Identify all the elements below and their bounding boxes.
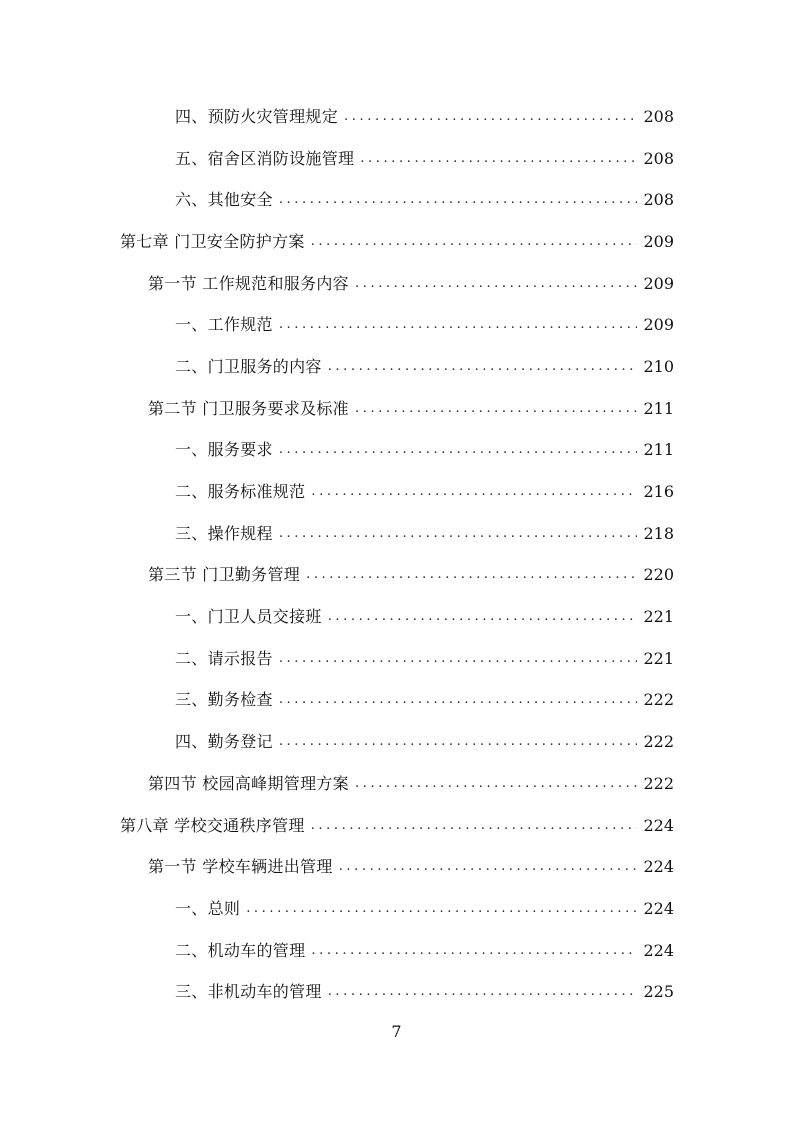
toc-entry-page: 224 [643, 940, 674, 960]
toc-entry-title: 第三节 门卫勤务管理 [148, 565, 301, 585]
toc-dot-leader [355, 774, 637, 794]
toc-entry-page: 222 [643, 732, 674, 752]
toc-entry[interactable] [0, 96, 793, 138]
toc-dot-leader [328, 607, 638, 627]
toc-entry-page: 220 [643, 565, 674, 585]
toc-entry-title: 第一节 学校车辆进出管理 [148, 857, 333, 877]
toc-entry-page: 209 [643, 231, 674, 251]
toc-section-entry[interactable] [0, 846, 793, 888]
toc-entry-title: 四、勤务登记 [175, 732, 273, 752]
toc-entry[interactable] [0, 971, 793, 1013]
toc-section-entry[interactable] [0, 555, 793, 597]
toc-dot-leader [311, 232, 638, 252]
toc-dot-leader [344, 107, 637, 127]
toc-entry-title: 二、机动车的管理 [175, 940, 306, 960]
toc-dot-leader [279, 732, 638, 752]
toc-entry[interactable] [0, 471, 793, 513]
toc-entry-page: 209 [643, 315, 674, 335]
toc-entry[interactable] [0, 680, 793, 722]
toc-dot-leader [279, 649, 638, 669]
toc-entry-page: 208 [643, 190, 674, 210]
toc-dot-leader [246, 899, 637, 919]
toc-dot-leader [279, 524, 638, 544]
toc-section-entry[interactable] [0, 763, 793, 805]
toc-entry-page: 222 [643, 690, 674, 710]
toc-entry[interactable] [0, 304, 793, 346]
toc-chapter-entry[interactable] [0, 221, 793, 263]
toc-entry-title: 第四节 校园高峰期管理方案 [148, 773, 349, 793]
toc-entry-title: 第七章 门卫安全防护方案 [120, 231, 305, 251]
toc-entry-page: 208 [643, 148, 674, 168]
toc-entry[interactable] [0, 138, 793, 180]
toc-dot-leader [306, 565, 637, 585]
toc-entry[interactable] [0, 721, 793, 763]
toc-dot-leader [339, 857, 638, 877]
toc-entry-page: 222 [643, 773, 674, 793]
toc-dot-leader [355, 274, 637, 294]
toc-entry-page: 224 [643, 898, 674, 918]
toc-entry-page: 209 [643, 273, 674, 293]
toc-entry[interactable] [0, 930, 793, 972]
toc-dot-leader [279, 440, 638, 460]
toc-dot-leader [311, 941, 637, 961]
toc-entry-title: 四、预防火灾管理规定 [175, 106, 339, 126]
toc-entry-page: 211 [643, 398, 674, 418]
toc-dot-leader [360, 149, 637, 169]
toc-entry-page: 225 [643, 982, 674, 1002]
toc-entry-page: 208 [643, 106, 674, 126]
toc-entry-title: 二、请示报告 [175, 648, 273, 668]
toc-chapter-entry[interactable] [0, 805, 793, 847]
toc-entry-title: 一、总则 [175, 898, 241, 918]
toc-dot-leader [279, 315, 638, 335]
toc-entry[interactable] [0, 638, 793, 680]
toc-dot-leader [279, 190, 638, 210]
toc-dot-leader [328, 357, 638, 377]
toc-entry-title: 一、工作规范 [175, 315, 273, 335]
toc-entry-page: 221 [643, 607, 674, 627]
toc-entry-page: 210 [643, 356, 674, 376]
toc-dot-leader [279, 690, 638, 710]
toc-entry[interactable] [0, 346, 793, 388]
toc-entry-title: 三、勤务检查 [175, 690, 273, 710]
toc-entry-title: 一、服务要求 [175, 440, 273, 460]
table-of-contents [0, 96, 793, 1013]
toc-dot-leader [328, 982, 638, 1002]
toc-entry-title: 一、门卫人员交接班 [175, 607, 322, 627]
toc-dot-leader [355, 399, 637, 419]
toc-entry-page: 211 [643, 440, 674, 460]
toc-entry-title: 二、服务标准规范 [175, 482, 306, 502]
toc-entry-title: 二、门卫服务的内容 [175, 356, 322, 376]
toc-section-entry[interactable] [0, 388, 793, 430]
toc-entry[interactable] [0, 513, 793, 555]
toc-entry-page: 224 [643, 815, 674, 835]
toc-entry[interactable] [0, 430, 793, 472]
toc-entry-page: 218 [643, 523, 674, 543]
toc-entry-title: 第二节 门卫服务要求及标准 [148, 398, 349, 418]
page-number: 7 [391, 1022, 402, 1041]
toc-entry-title: 三、非机动车的管理 [175, 982, 322, 1002]
toc-dot-leader [311, 482, 637, 502]
toc-entry-page: 216 [643, 482, 674, 502]
toc-entry-page: 221 [643, 648, 674, 668]
toc-entry-title: 第一节 工作规范和服务内容 [148, 273, 349, 293]
toc-entry[interactable] [0, 888, 793, 930]
toc-entry-title: 第八章 学校交通秩序管理 [120, 815, 305, 835]
toc-dot-leader [311, 816, 638, 836]
toc-entry-title: 五、宿舍区消防设施管理 [175, 148, 355, 168]
toc-section-entry[interactable] [0, 263, 793, 305]
toc-entry-page: 224 [643, 857, 674, 877]
toc-entry-title: 三、操作规程 [175, 523, 273, 543]
toc-entry-title: 六、其他安全 [175, 190, 273, 210]
toc-entry[interactable] [0, 596, 793, 638]
toc-entry[interactable] [0, 179, 793, 221]
